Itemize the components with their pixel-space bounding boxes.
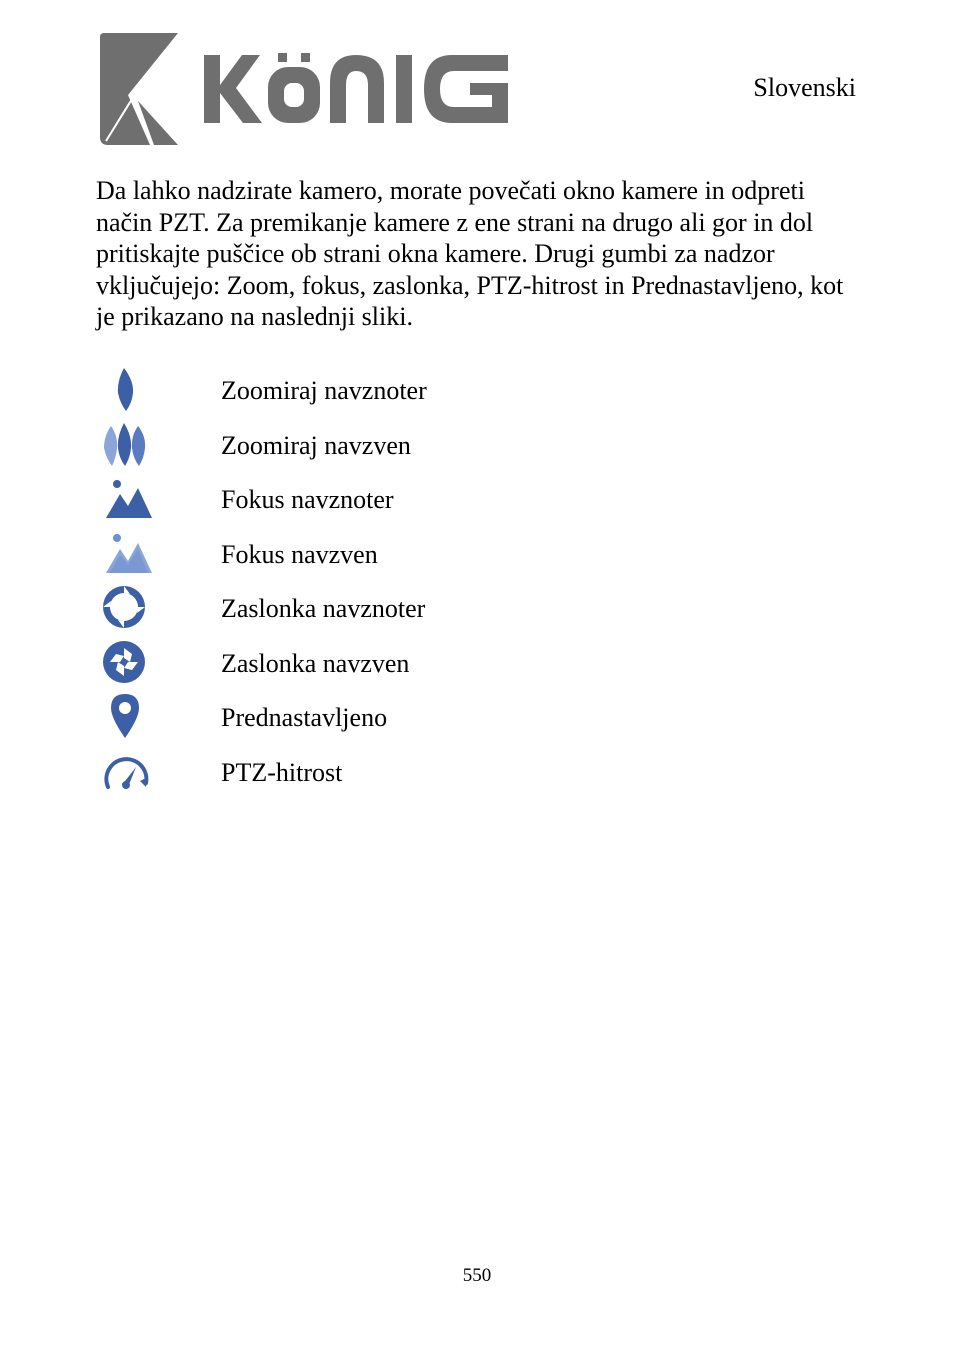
list-item bbox=[96, 363, 596, 418]
zoom-in-icon bbox=[100, 365, 152, 413]
item-label: PTZ-hitrost bbox=[221, 757, 343, 787]
item-label: Zoomiraj navzven bbox=[221, 430, 411, 460]
focus-out-icon bbox=[100, 529, 152, 577]
list-item bbox=[96, 581, 596, 636]
zoom-out-icon bbox=[100, 420, 152, 468]
control-icon-list bbox=[96, 363, 596, 799]
iris-in-icon bbox=[100, 583, 152, 631]
iris-out-icon bbox=[100, 638, 152, 686]
konig-logo bbox=[98, 33, 518, 145]
item-label: Fokus navznoter bbox=[221, 485, 394, 514]
intro-paragraph: Da lahko nadzirate kamero, morate povečati okno kamere in odpreti način PZT. Za premikanje kamere z ene strani na drugo ali gor in dol pritiskajte puščice ob strani okna kamere. Drugi gumbi za nadzor vključujejo: Zoom, fokus, zaslonka, PTZ-hitrost in Prednastavljeno, kot je prikazano na naslednji sliki. bbox=[96, 176, 844, 331]
item-label: Fokus navzven bbox=[221, 539, 378, 569]
preset-pin-icon bbox=[100, 692, 152, 740]
language-label: Slovenski bbox=[753, 73, 856, 102]
item-label: Zoomiraj navznoter bbox=[221, 376, 427, 405]
list-item bbox=[96, 690, 596, 745]
list-item bbox=[96, 636, 596, 691]
list-item bbox=[96, 418, 596, 473]
list-item bbox=[96, 527, 596, 582]
item-label: Zaslonka navzven bbox=[221, 648, 410, 678]
list-item bbox=[96, 472, 596, 527]
page-number: 550 bbox=[462, 1265, 492, 1286]
focus-in-icon bbox=[100, 474, 152, 522]
list-item bbox=[96, 745, 596, 800]
ptz-speed-icon bbox=[100, 747, 152, 795]
item-label: Prednastavljeno bbox=[221, 703, 388, 732]
item-label: Zaslonka navznoter bbox=[221, 594, 426, 623]
